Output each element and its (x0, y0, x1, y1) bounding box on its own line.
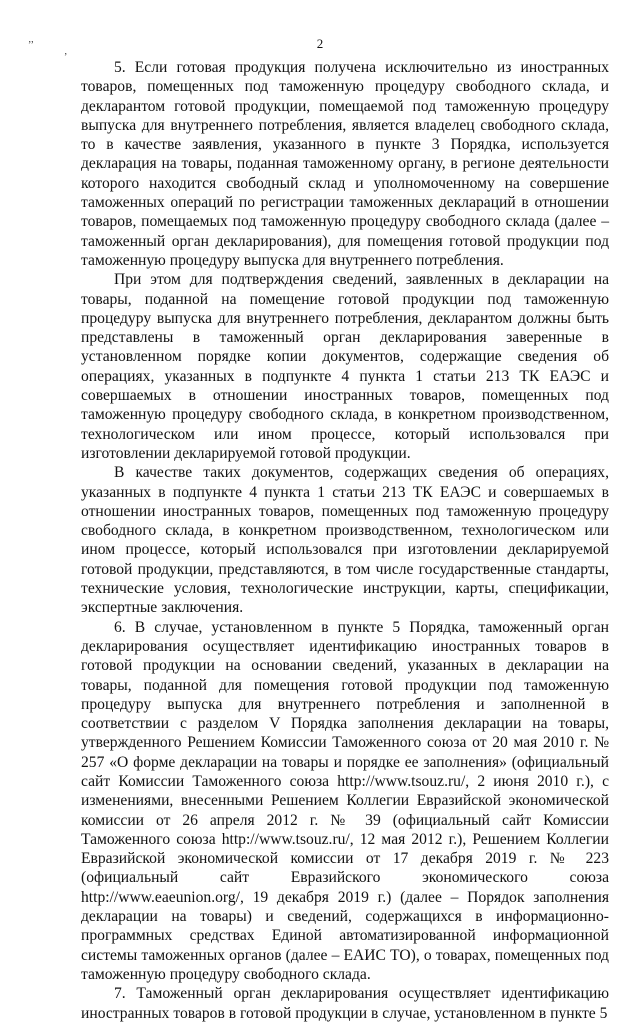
page-number: 2 (316, 36, 324, 51)
paragraph-5-confirmation: При этом для подтверждения сведений, заявленных в декларации на товары, поданной на помещение готовой продукции под таможенную процедуру выпуска для внутреннего потребления, декларантом должны быть представлены в таможенный орган декларирования заверенные в установленном порядке копии документов, содержащие сведения об операциях, указанных в подпункте 4 пункта 1 статьи 213 ТК ЕАЭС и совершаемых в отношении иностранных товаров, помещенных под таможенную процедуру свободного склада, в конкретном производственном, технологическом или ином процессе, который использовался при изготовлении декларируемой готовой продукции. (81, 271, 609, 462)
paragraph-5-documents: В качестве таких документов, содержащих сведения об операциях, указанных в подпункте 4 пункта 1 статьи 213 ТК ЕАЭС и совершаемых в отношении иностранных товаров, помещенных под таможенную процедуру свободного склада, в конкретном производственном, технологическом или ином процессе, который использовался при изготовлении декларируемой готовой продукции, представляются, в том числе государственные стандарты, технические условия, технологические инструкции, карты, спецификации, экспертные заключения. (81, 464, 609, 617)
scan-mark: ’ (64, 52, 68, 63)
document-body (81, 58, 609, 1023)
paragraph-7: 7. Таможенный орган декларирования осуществляет идентификацию иностранных товаров в готовой продукции в случае, установленном в пункте 5 (81, 985, 609, 1022)
paragraph-5: 5. Если готовая продукция получена исключительно из иностранных товаров, помещенных под таможенную процедуру свободного склада, и декларантом готовой продукции, помещаемой под таможенную процедуру выпуска для внутреннего потребления, является владелец свободного склада, то в качестве заявления, указанного в пункте 3 Порядка, используется декларация на товары, поданная таможенному органу, в регионе деятельности которого находится свободный склад и уполномоченному на совершение таможенных операций по регистрации таможенных деклараций в отношении товаров, помещаемых под таможенную процедуру свободного склада (далее – таможенный орган декларирования), для помещения готовой продукции под таможенную процедуру выпуска для внутреннего потребления. (81, 59, 609, 269)
paragraph-6: 6. В случае, установленном в пункте 5 Порядка, таможенный орган декларирования осуществляет идентификацию иностранных товаров в готовой продукции на основании сведений, указанных в декларации на товары, поданной для помещения готовой продукции под таможенную процедуру выпуска для внутреннего потребления и заполненной в соответствии с разделом V Порядка заполнения декларации на товары, утвержденного Решением Комиссии Таможенного союза от 20 мая 2010 г. № 257 «О форме декларации на товары и порядке ее заполнения» (официальный сайт Комиссии Таможенного союза http://www.tsouz.ru/, 2 июня 2010 г.), с изменениями, внесенными Решением Коллегии Евразийской экономической комиссии от 26 апреля 2012 г. № 39 (официальный сайт Комиссии Таможенного союза http://www.tsouz.ru/, 12 мая 2012 г.), Решением Коллегии Евразийской экономической комиссии от 17 декабря 2019 г. № 223 (официальный сайт Евразийского экономического союза http://www.eaeunion.org/, 19 декабря 2019 г.) (далее – Порядок заполнения декларации на товары) и сведений, содержащихся в информационно-программных средствах Единой автоматизированной информационной системы таможенных органов (далее – ЕАИС ТО), о товарах, помещенных под таможенную процедуру свободного склада. (81, 618, 609, 983)
scan-mark: ’’ (28, 40, 34, 51)
